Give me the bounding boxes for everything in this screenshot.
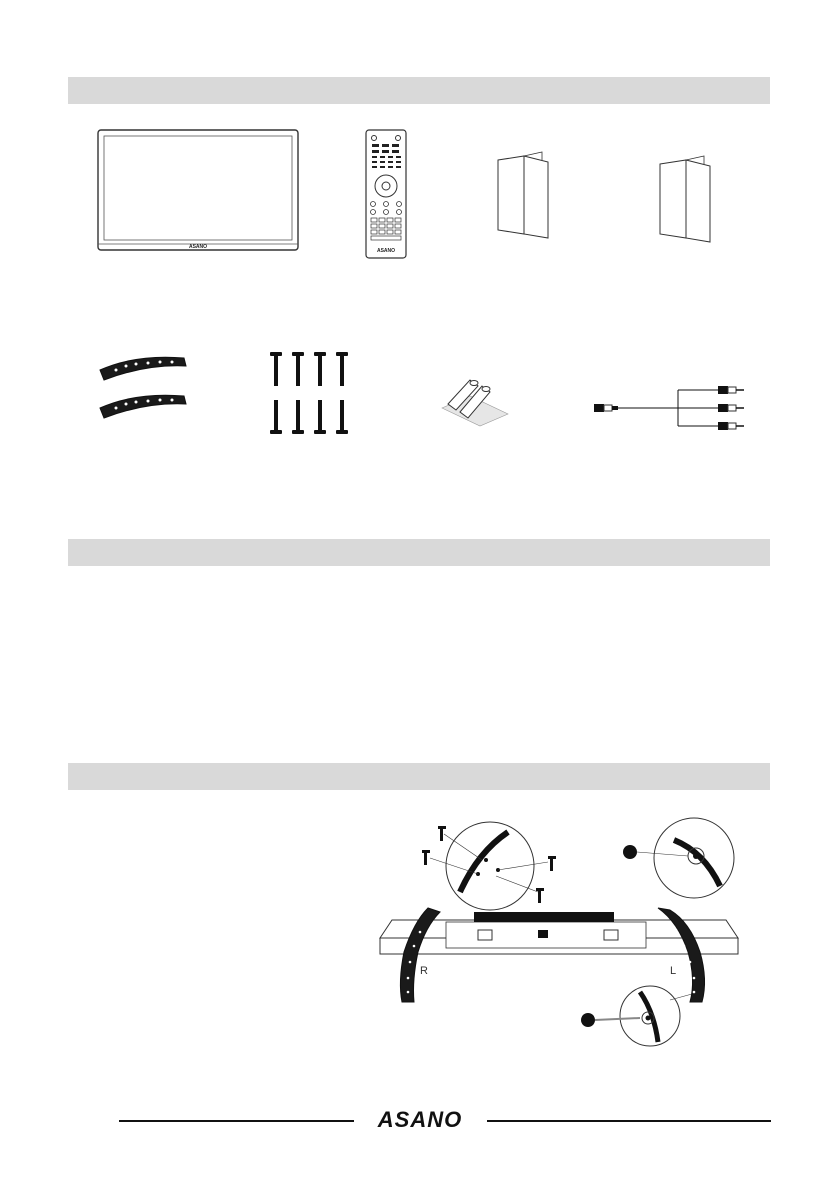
tv-brand-label: ASANO — [188, 244, 208, 250]
tv-illustration — [96, 128, 300, 254]
rca-plug-3 — [718, 422, 744, 430]
section-header-band-2 — [68, 539, 770, 566]
rca-plug-1 — [718, 386, 744, 394]
screw-2 — [292, 352, 304, 386]
stand-installation-diagram — [378, 812, 740, 1048]
footer-rule-left — [119, 1120, 354, 1122]
label-right-side: R — [420, 965, 428, 977]
screw-4 — [336, 352, 348, 386]
section-header-band-3 — [68, 763, 770, 790]
zoom-detail-left-leg — [654, 818, 734, 898]
callout-marker-top — [623, 845, 637, 859]
rca-plug-2 — [718, 404, 744, 412]
warranty-card-booklet-illustration — [656, 154, 716, 246]
av-cable-illustration — [592, 384, 748, 434]
zoom-detail-screws — [446, 822, 534, 910]
screw-8 — [336, 400, 348, 434]
zoom-detail-leg-foot — [620, 986, 680, 1046]
footer-rule-right — [487, 1120, 771, 1122]
label-left-side: L — [670, 965, 677, 977]
stand-leg-top — [100, 357, 186, 380]
batteries-illustration — [440, 374, 510, 428]
screw-7 — [314, 400, 326, 434]
callout-marker-bottom — [581, 1013, 595, 1027]
screw-3 — [314, 352, 326, 386]
screw-6 — [292, 400, 304, 434]
section-header-band-1 — [68, 77, 770, 104]
screws-illustration — [264, 350, 358, 440]
screw-1 — [270, 352, 282, 386]
remote-brand-label: ASANO — [376, 248, 396, 254]
footer-logo: ASANO — [377, 1107, 463, 1132]
remote-control-illustration — [364, 128, 408, 260]
screw-5 — [270, 400, 282, 434]
user-manual-booklet-illustration — [494, 150, 554, 242]
stand-leg-bottom — [100, 395, 186, 418]
stand-legs-illustration — [96, 352, 192, 428]
